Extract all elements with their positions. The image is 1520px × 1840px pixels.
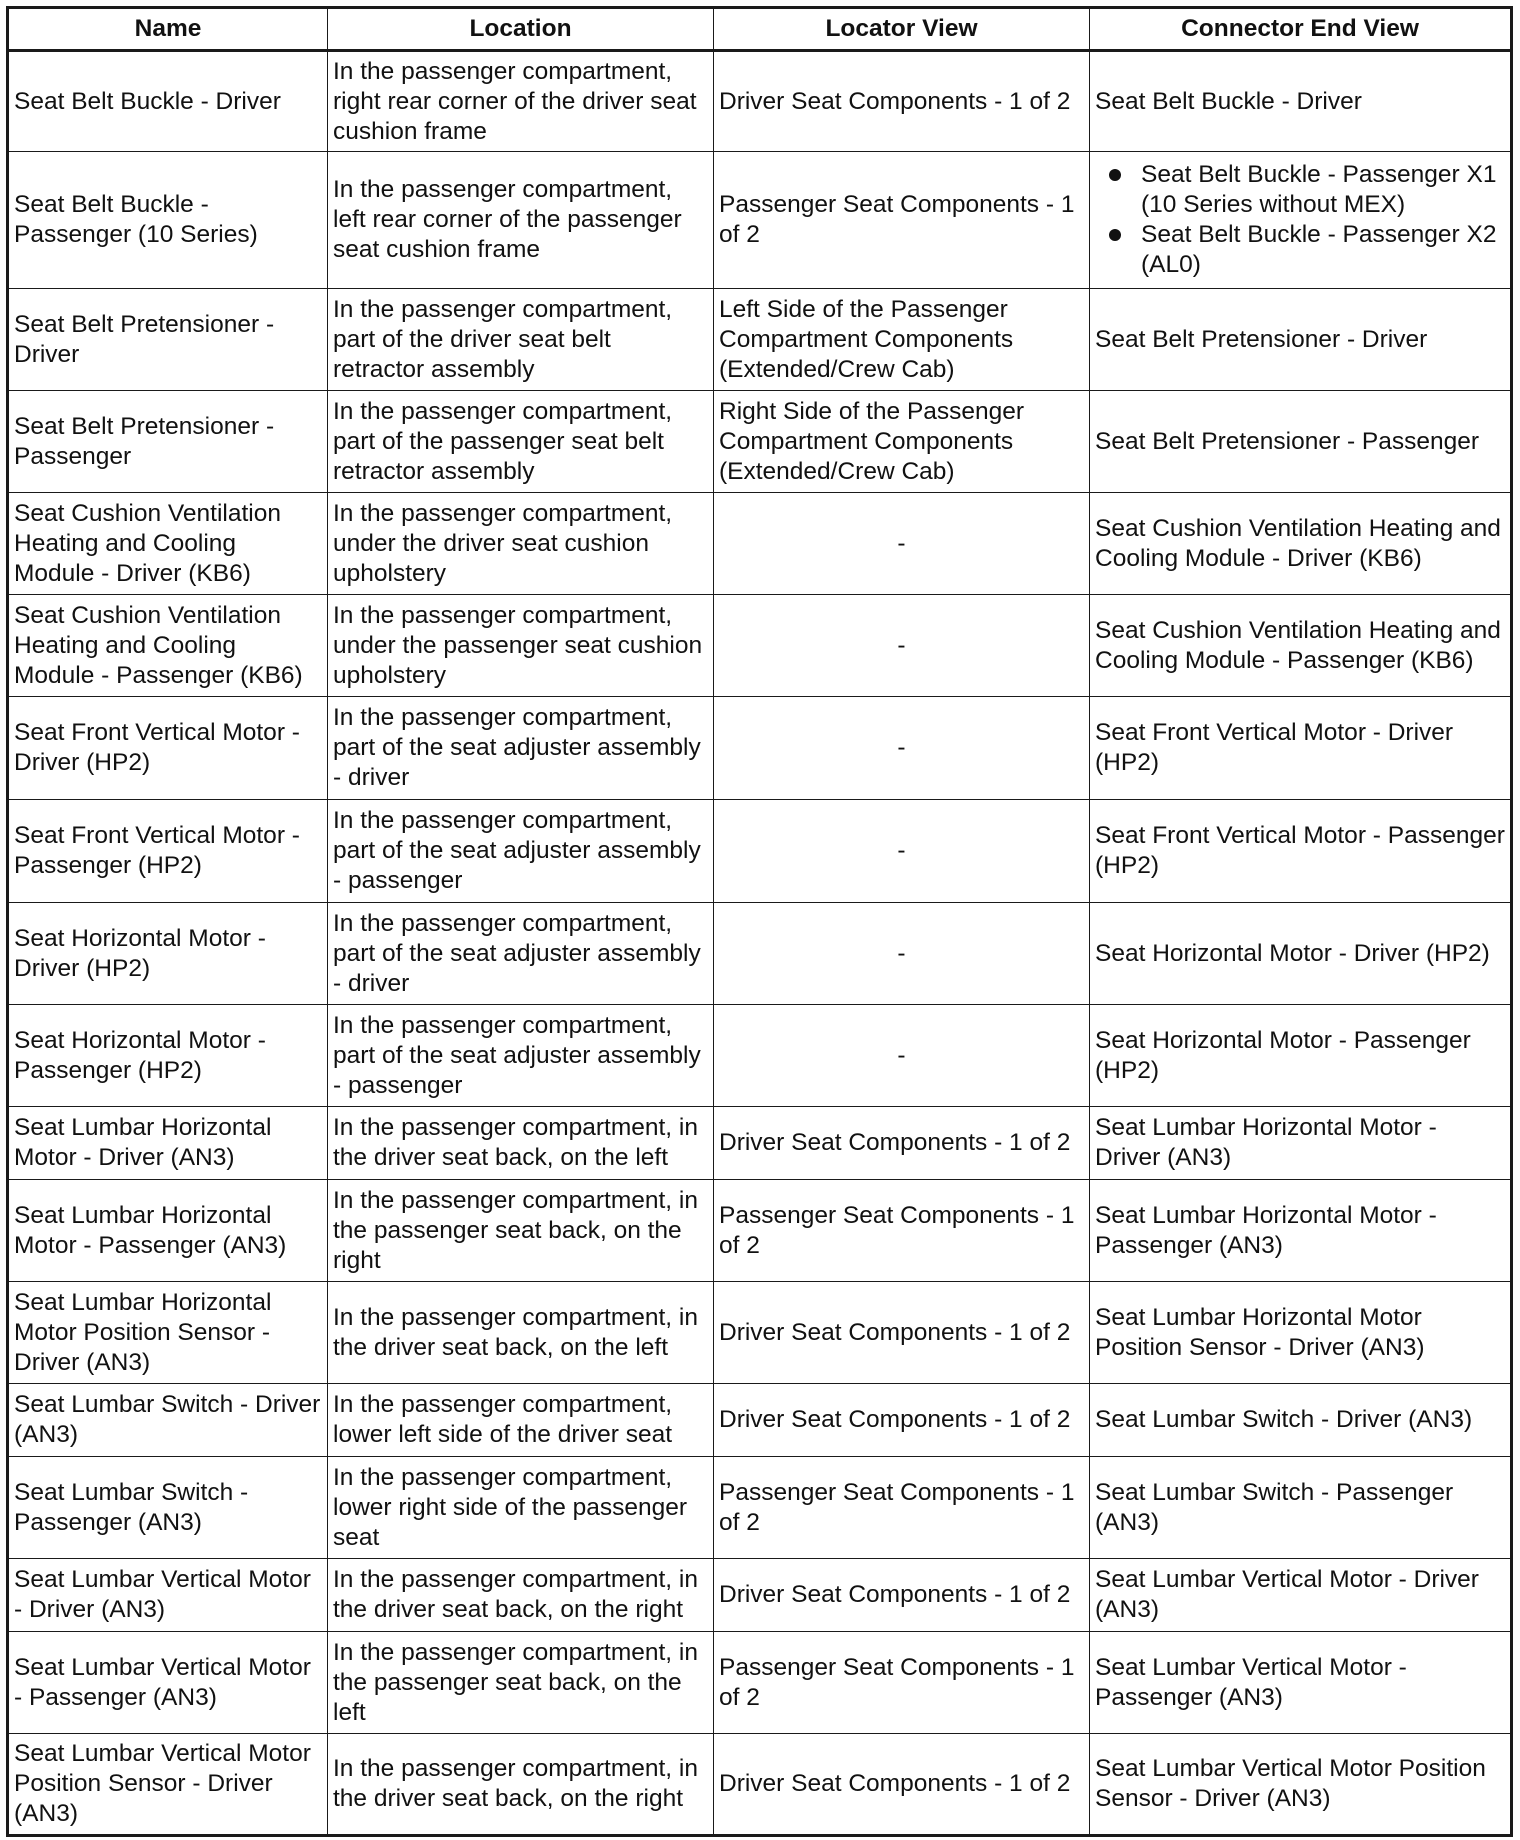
connector-list-item: Seat Belt Buckle - Passenger X1 (10 Series without MEX) xyxy=(1141,160,1505,220)
cell-name: Seat Cushion Ventilation Heating and Cooling Module - Passenger (KB6) xyxy=(8,595,328,697)
table-row xyxy=(8,595,1512,697)
cell-connector-end-view: Seat Lumbar Vertical Motor - Driver (AN3) xyxy=(1090,1559,1512,1632)
table-row xyxy=(8,800,1512,903)
cell-connector-end-view: Seat Front Vertical Motor - Driver (HP2) xyxy=(1090,697,1512,800)
table-row xyxy=(8,1107,1512,1180)
cell-locator-view: Driver Seat Components - 1 of 2 xyxy=(714,1282,1090,1384)
cell-connector-end-view: Seat Cushion Ventilation Heating and Cooling Module - Driver (KB6) xyxy=(1090,493,1512,595)
table-row xyxy=(8,1734,1512,1836)
cell-locator-view: Passenger Seat Components - 1 of 2 xyxy=(714,1632,1090,1734)
cell-name: Seat Lumbar Vertical Motor - Driver (AN3) xyxy=(8,1559,328,1632)
column-header-name: Name xyxy=(8,8,328,51)
cell-name: Seat Lumbar Horizontal Motor - Passenger (AN3) xyxy=(8,1180,328,1282)
table-row xyxy=(8,1457,1512,1559)
cell-location: In the passenger compartment, in the driver seat back, on the left xyxy=(328,1107,714,1180)
cell-connector-end-view: Seat Front Vertical Motor - Passenger (HP2) xyxy=(1090,800,1512,903)
column-header-location: Location xyxy=(328,8,714,51)
cell-connector-end-view: Seat Lumbar Vertical Motor Position Sensor - Driver (AN3) xyxy=(1090,1734,1512,1836)
cell-location: In the passenger compartment, part of the passenger seat belt retractor assembly xyxy=(328,391,714,493)
cell-locator-view: - xyxy=(714,1005,1090,1107)
cell-location: In the passenger compartment, part of the seat adjuster assembly - driver xyxy=(328,903,714,1005)
cell-location: In the passenger compartment, under the driver seat cushion upholstery xyxy=(328,493,714,595)
cell-connector-end-view: Seat Lumbar Vertical Motor - Passenger (AN3) xyxy=(1090,1632,1512,1734)
cell-name: Seat Belt Buckle - Passenger (10 Series) xyxy=(8,152,328,289)
connector-list xyxy=(1095,160,1505,280)
cell-connector-end-view: Seat Cushion Ventilation Heating and Cooling Module - Passenger (KB6) xyxy=(1090,595,1512,697)
cell-locator-view: - xyxy=(714,595,1090,697)
table-row xyxy=(8,1005,1512,1107)
cell-name: Seat Horizontal Motor - Passenger (HP2) xyxy=(8,1005,328,1107)
table-row xyxy=(8,1384,1512,1457)
component-locator-table xyxy=(6,6,1513,1837)
cell-locator-view: Driver Seat Components - 1 of 2 xyxy=(714,1559,1090,1632)
table-row xyxy=(8,289,1512,391)
column-header-locator-view: Locator View xyxy=(714,8,1090,51)
cell-name: Seat Belt Pretensioner - Passenger xyxy=(8,391,328,493)
cell-locator-view: Driver Seat Components - 1 of 2 xyxy=(714,1734,1090,1836)
cell-connector-end-view: Seat Belt Buckle - Driver xyxy=(1090,51,1512,152)
cell-name: Seat Belt Pretensioner - Driver xyxy=(8,289,328,391)
cell-location: In the passenger compartment, left rear corner of the passenger seat cushion frame xyxy=(328,152,714,289)
table-row xyxy=(8,1559,1512,1632)
cell-location: In the passenger compartment, in the driver seat back, on the left xyxy=(328,1282,714,1384)
table-row xyxy=(8,1282,1512,1384)
cell-locator-view: Driver Seat Components - 1 of 2 xyxy=(714,51,1090,152)
cell-name: Seat Front Vertical Motor - Passenger (HP2) xyxy=(8,800,328,903)
cell-connector-end-view: Seat Horizontal Motor - Driver (HP2) xyxy=(1090,903,1512,1005)
cell-location: In the passenger compartment, in the driver seat back, on the right xyxy=(328,1734,714,1836)
cell-connector-end-view xyxy=(1090,152,1512,289)
cell-name: Seat Belt Buckle - Driver xyxy=(8,51,328,152)
cell-name: Seat Lumbar Switch - Passenger (AN3) xyxy=(8,1457,328,1559)
cell-locator-view: - xyxy=(714,493,1090,595)
cell-connector-end-view: Seat Lumbar Horizontal Motor - Passenger (AN3) xyxy=(1090,1180,1512,1282)
cell-connector-end-view: Seat Horizontal Motor - Passenger (HP2) xyxy=(1090,1005,1512,1107)
table-row xyxy=(8,493,1512,595)
cell-location: In the passenger compartment, lower left side of the driver seat xyxy=(328,1384,714,1457)
cell-location: In the passenger compartment, right rear corner of the driver seat cushion frame xyxy=(328,51,714,152)
cell-connector-end-view: Seat Belt Pretensioner - Passenger xyxy=(1090,391,1512,493)
cell-connector-end-view: Seat Lumbar Horizontal Motor - Driver (AN3) xyxy=(1090,1107,1512,1180)
cell-location: In the passenger compartment, in the passenger seat back, on the left xyxy=(328,1632,714,1734)
table-row xyxy=(8,152,1512,289)
cell-locator-view: Driver Seat Components - 1 of 2 xyxy=(714,1384,1090,1457)
table-row xyxy=(8,697,1512,800)
cell-locator-view: - xyxy=(714,903,1090,1005)
cell-connector-end-view: Seat Lumbar Switch - Passenger (AN3) xyxy=(1090,1457,1512,1559)
table-row xyxy=(8,391,1512,493)
cell-location: In the passenger compartment, under the passenger seat cushion upholstery xyxy=(328,595,714,697)
cell-name: Seat Cushion Ventilation Heating and Cooling Module - Driver (KB6) xyxy=(8,493,328,595)
cell-name: Seat Lumbar Vertical Motor Position Sensor - Driver (AN3) xyxy=(8,1734,328,1836)
cell-locator-view: Passenger Seat Components - 1 of 2 xyxy=(714,152,1090,289)
column-header-connector-end-view: Connector End View xyxy=(1090,8,1512,51)
cell-connector-end-view: Seat Belt Pretensioner - Driver xyxy=(1090,289,1512,391)
table-row xyxy=(8,903,1512,1005)
cell-connector-end-view: Seat Lumbar Switch - Driver (AN3) xyxy=(1090,1384,1512,1457)
connector-list-item: Seat Belt Buckle - Passenger X2 (AL0) xyxy=(1141,220,1505,280)
cell-location: In the passenger compartment, part of the driver seat belt retractor assembly xyxy=(328,289,714,391)
cell-name: Seat Lumbar Horizontal Motor - Driver (AN3) xyxy=(8,1107,328,1180)
header-row xyxy=(8,8,1512,51)
cell-name: Seat Horizontal Motor - Driver (HP2) xyxy=(8,903,328,1005)
cell-name: Seat Lumbar Vertical Motor - Passenger (AN3) xyxy=(8,1632,328,1734)
table-row xyxy=(8,1180,1512,1282)
cell-connector-end-view: Seat Lumbar Horizontal Motor Position Sensor - Driver (AN3) xyxy=(1090,1282,1512,1384)
table-row xyxy=(8,51,1512,152)
cell-locator-view: - xyxy=(714,800,1090,903)
table-row xyxy=(8,1632,1512,1734)
cell-locator-view: Driver Seat Components - 1 of 2 xyxy=(714,1107,1090,1180)
cell-name: Seat Front Vertical Motor - Driver (HP2) xyxy=(8,697,328,800)
cell-locator-view: Right Side of the Passenger Compartment Components (Extended/Crew Cab) xyxy=(714,391,1090,493)
cell-location: In the passenger compartment, lower right side of the passenger seat xyxy=(328,1457,714,1559)
cell-location: In the passenger compartment, in the passenger seat back, on the right xyxy=(328,1180,714,1282)
cell-location: In the passenger compartment, in the driver seat back, on the right xyxy=(328,1559,714,1632)
cell-locator-view: Passenger Seat Components - 1 of 2 xyxy=(714,1180,1090,1282)
cell-name: Seat Lumbar Switch - Driver (AN3) xyxy=(8,1384,328,1457)
cell-locator-view: Passenger Seat Components - 1 of 2 xyxy=(714,1457,1090,1559)
cell-locator-view: Left Side of the Passenger Compartment Components (Extended/Crew Cab) xyxy=(714,289,1090,391)
cell-location: In the passenger compartment, part of the seat adjuster assembly - driver xyxy=(328,697,714,800)
cell-locator-view: - xyxy=(714,697,1090,800)
cell-location: In the passenger compartment, part of the seat adjuster assembly - passenger xyxy=(328,1005,714,1107)
cell-name: Seat Lumbar Horizontal Motor Position Sensor - Driver (AN3) xyxy=(8,1282,328,1384)
cell-location: In the passenger compartment, part of the seat adjuster assembly - passenger xyxy=(328,800,714,903)
